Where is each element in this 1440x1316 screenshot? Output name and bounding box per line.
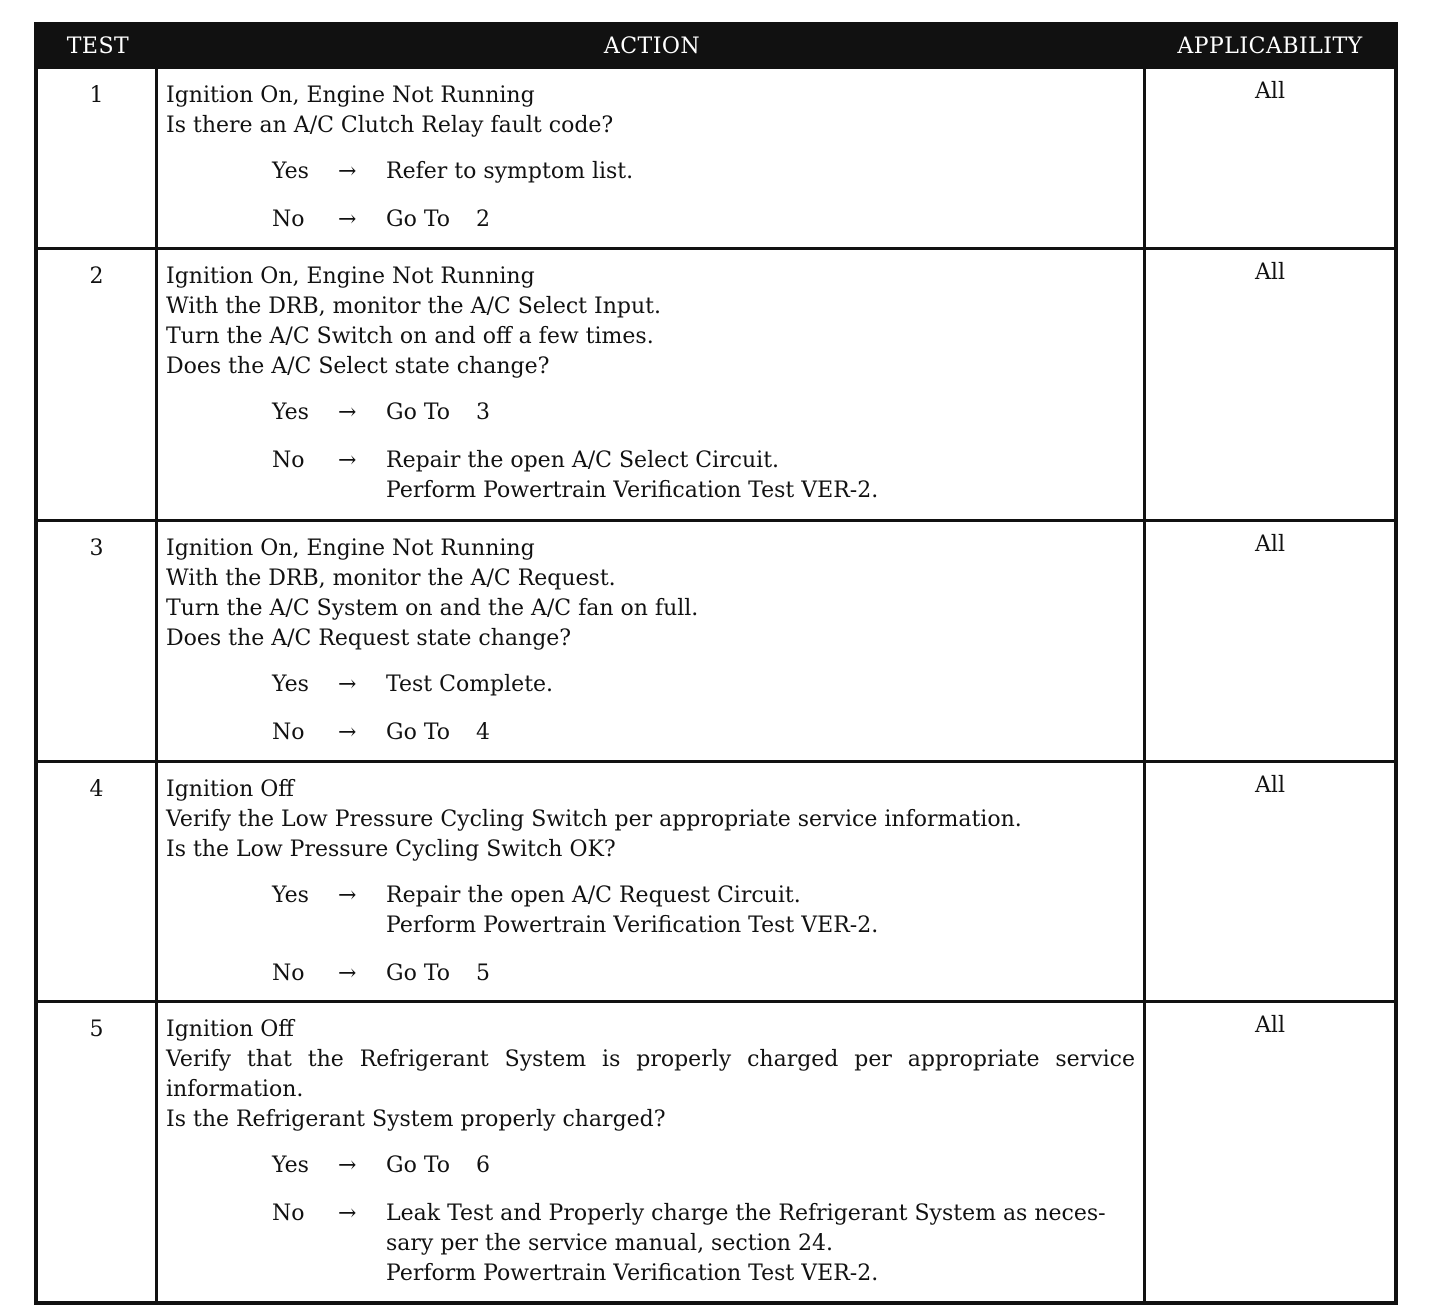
table-row: [38, 66, 1394, 247]
no-result: Repair the open A/C Select Circuit. Perform Powertrain Verification Test VER-2.: [386, 448, 879, 503]
yes-result: Test Complete.: [386, 672, 554, 697]
table-row: [38, 519, 1394, 760]
right-arrow-icon: →: [338, 720, 357, 745]
action-line: Is the Low Pressure Cycling Switch OK?: [166, 837, 616, 862]
yes-label: Yes: [272, 159, 309, 184]
action-line: Ignition On, Engine Not Running: [166, 536, 535, 561]
applicability: All: [1255, 773, 1285, 798]
right-arrow-icon: →: [338, 1153, 357, 1178]
action-cell: [158, 522, 1146, 760]
no-label: No: [272, 961, 305, 986]
action-cell: [158, 69, 1146, 247]
test-number: 3: [38, 522, 158, 760]
action-line: Ignition On, Engine Not Running: [166, 264, 535, 289]
action-line: With the DRB, monitor the A/C Select Input.: [166, 294, 661, 319]
applicability: All: [1255, 79, 1285, 104]
no-answer: [166, 205, 1135, 235]
answers: [166, 1151, 1135, 1289]
no-label: No: [272, 207, 305, 232]
action-line: Does the A/C Select state change?: [166, 354, 550, 379]
yes-answer: [166, 670, 1135, 700]
no-label: No: [272, 1201, 305, 1226]
answers: [166, 670, 1135, 748]
right-arrow-icon: →: [338, 672, 357, 697]
right-arrow-icon: →: [338, 207, 357, 232]
right-arrow-icon: →: [338, 883, 357, 908]
action-line: Ignition Off: [166, 777, 294, 802]
right-arrow-icon: →: [338, 961, 357, 986]
yes-result: Refer to symptom list.: [386, 159, 634, 184]
action-cell: [158, 1003, 1146, 1301]
table-header: [38, 26, 1394, 66]
go-to-link: Go To 5: [386, 961, 491, 986]
test-number: 5: [38, 1003, 158, 1301]
applicability: All: [1255, 532, 1285, 557]
yes-label: Yes: [272, 883, 309, 908]
right-arrow-icon: →: [338, 400, 357, 425]
go-to-link: Go To 3: [386, 400, 491, 425]
test-number: 2: [38, 250, 158, 519]
yes-label: Yes: [272, 400, 309, 425]
go-to-link: Go To 6: [386, 1153, 491, 1178]
yes-answer: [166, 1151, 1135, 1181]
header-test: TEST: [66, 33, 130, 59]
table-row: [38, 1000, 1394, 1301]
action-line: Ignition Off: [166, 1017, 294, 1042]
header-action: ACTION: [603, 33, 701, 59]
diagnostic-test-table: [34, 22, 1398, 1305]
no-answer: [166, 1199, 1135, 1289]
table-row: [38, 247, 1394, 519]
yes-answer: [166, 881, 1135, 941]
right-arrow-icon: →: [338, 159, 357, 184]
action-line: Turn the A/C Switch on and off a few times.: [166, 324, 654, 349]
right-arrow-icon: →: [338, 448, 357, 473]
no-label: No: [272, 720, 305, 745]
no-answer: [166, 446, 1135, 506]
action-line: Does the A/C Request state change?: [166, 626, 572, 651]
no-answer: [166, 718, 1135, 748]
action-line: Turn the A/C System on and the A/C fan on full.: [166, 596, 699, 621]
action-line: Ignition On, Engine Not Running: [166, 83, 535, 108]
table-row: [38, 760, 1394, 1000]
go-to-link: Go To 2: [386, 207, 491, 232]
right-arrow-icon: →: [338, 1201, 357, 1226]
no-result: Leak Test and Properly charge the Refrigerant System as neces- sary per the service manual, section 24. Perform Powertrain Verification Test VER-2.: [386, 1201, 1106, 1286]
yes-answer: [166, 398, 1135, 428]
test-number: 4: [38, 763, 158, 1000]
header-applicability: APPLICABILITY: [1177, 33, 1363, 59]
test-number: 1: [38, 69, 158, 247]
action-line: Verify the Low Pressure Cycling Switch per appropriate service information.: [166, 807, 1022, 832]
yes-answer: [166, 157, 1135, 187]
applicability: All: [1255, 1013, 1285, 1038]
yes-label: Yes: [272, 672, 309, 697]
yes-result: Repair the open A/C Request Circuit. Perform Powertrain Verification Test VER-2.: [386, 883, 879, 938]
action-line: Verify that the Refrigerant System is properly charged per appropriate service information.: [166, 1047, 1135, 1102]
action-cell: [158, 250, 1146, 519]
go-to-link: Go To 4: [386, 720, 491, 745]
no-label: No: [272, 448, 305, 473]
action-line: Is there an A/C Clutch Relay fault code?: [166, 113, 614, 138]
action-cell: [158, 763, 1146, 1000]
yes-label: Yes: [272, 1153, 309, 1178]
answers: [166, 881, 1135, 989]
answers: [166, 157, 1135, 235]
action-line: With the DRB, monitor the A/C Request.: [166, 566, 616, 591]
no-answer: [166, 959, 1135, 989]
action-line: Is the Refrigerant System properly charged?: [166, 1107, 666, 1132]
answers: [166, 398, 1135, 506]
applicability: All: [1255, 260, 1285, 285]
